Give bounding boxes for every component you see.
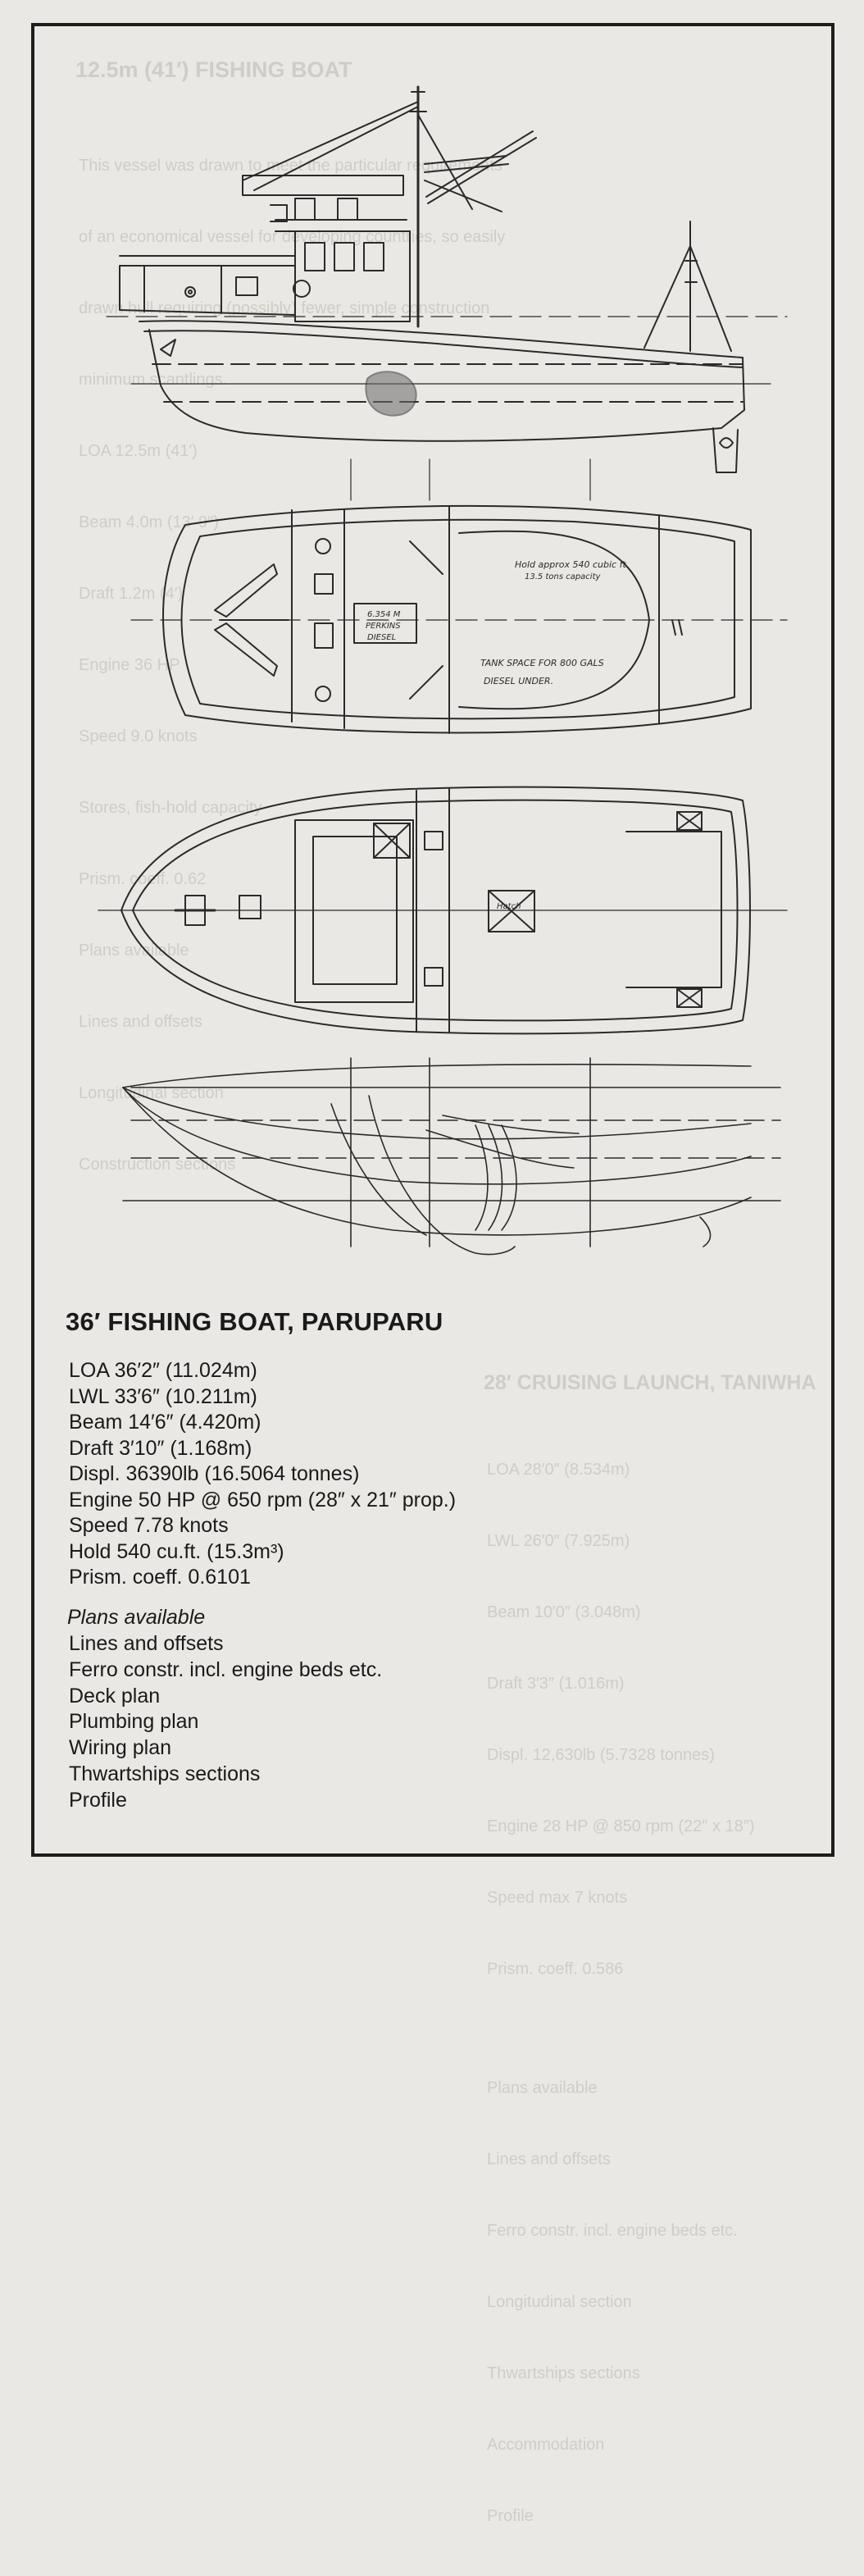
plan-notes xyxy=(366,559,626,686)
tank-note-2: DIESEL UNDER. xyxy=(484,676,554,686)
show-through-line: Plans available xyxy=(487,2079,598,2097)
show-through-line: Engine 28 HP @ 850 rpm (22″ x 18″) xyxy=(487,1817,755,1835)
show-through-line: minimum scantlings. xyxy=(79,371,228,389)
show-through-line: LOA 12.5m (41′) xyxy=(79,442,198,460)
show-through-line: Lines and offsets xyxy=(487,2150,611,2168)
plan-item: Ferro constr. incl. engine beds etc. xyxy=(69,1657,383,1681)
show-through-line: Stores, fish-hold capacity xyxy=(79,799,262,817)
show-through-line: Ferro constr. incl. engine beds etc. xyxy=(487,2222,738,2240)
show-through-line: Profile xyxy=(487,2507,534,2525)
spec-loa: LOA 36′2″ (11.024m) xyxy=(69,1359,257,1382)
plan-item: Lines and offsets xyxy=(69,1632,224,1655)
hatch-label: Hatch xyxy=(497,902,521,911)
spec-speed: Speed 7.78 knots xyxy=(69,1514,229,1537)
plan-item: Plumbing plan xyxy=(69,1710,199,1734)
show-through-line: drawn hull requiring (possibly) fewer, simple construction xyxy=(79,299,490,317)
show-through-line: Thwartships sections xyxy=(487,2364,640,2382)
hold-note-2: 13.5 tons capacity xyxy=(525,572,601,581)
plans-available-list xyxy=(69,1631,382,1814)
show-through-line: LWL 26′0″ (7.925m) xyxy=(487,1532,630,1550)
spec-hold: Hold 540 cu.ft. (15.3m³) xyxy=(69,1539,284,1563)
plans-available-heading: Plans available xyxy=(67,1606,206,1629)
plan-item: Wiring plan xyxy=(69,1736,172,1760)
plan-item: Profile xyxy=(69,1788,127,1812)
show-through-line: Prism. coeff. 0.586 xyxy=(487,1960,624,1978)
tank-note-1: TANK SPACE FOR 800 GALS xyxy=(480,658,604,668)
plan-item: Thwartships sections xyxy=(69,1762,261,1785)
spec-draft: Draft 3′10″ (1.168m) xyxy=(69,1436,252,1460)
accommodation-plan xyxy=(131,506,787,733)
show-through-line: Draft 1.2m (4′) xyxy=(79,585,184,603)
show-through-line: This vessel was drawn to meet the particular requirements xyxy=(79,157,502,175)
show-through-line: Accommodation xyxy=(487,2436,605,2454)
boat-drawings xyxy=(0,0,864,1279)
show-through-line: Draft 3′3″ (1.016m) xyxy=(487,1675,625,1693)
specifications-list xyxy=(69,1358,456,1591)
lines-plan xyxy=(123,1058,780,1255)
show-through-line: Displ. 12,630lb (5.7328 tonnes) xyxy=(487,1746,715,1764)
show-through-line: LOA 28′0″ (8.534m) xyxy=(487,1461,630,1479)
show-through-line: Speed max 7 knots xyxy=(487,1889,628,1907)
spec-engine: Engine 50 HP @ 650 rpm (28″ x 21″ prop.) xyxy=(69,1488,457,1511)
show-through-line: Plans available xyxy=(79,941,189,960)
show-through-line: Longitudinal section xyxy=(79,1084,224,1102)
show-through-line: Speed 9.0 knots xyxy=(79,727,198,745)
show-through-line: Longitudinal section xyxy=(487,2293,632,2311)
page-title: 36′ FISHING BOAT, PARUPARU xyxy=(66,1307,443,1336)
show-through-line: Engine 36 HP xyxy=(79,656,180,674)
show-through-line: Beam 4.0m (13′ 9″) xyxy=(79,513,219,531)
plan-item: Deck plan xyxy=(69,1684,161,1707)
spec-displacement: Displ. 36390lb (16.5064 tonnes) xyxy=(69,1462,360,1485)
show-through-line: Lines and offsets xyxy=(79,1013,202,1031)
show-through-line: Prism. coeff. 0.62 xyxy=(79,870,207,888)
engine-note-1: 6.354 M xyxy=(367,610,401,619)
show-through-line: Beam 10′0″ (3.048m) xyxy=(487,1603,641,1621)
engine-note-3: DIESEL xyxy=(367,633,397,642)
engine-note-2: PERKINS xyxy=(366,622,401,631)
show-through-line: Construction sections xyxy=(79,1156,236,1174)
show-through-line: of an economical vessel for developing countries, so easily xyxy=(79,228,506,246)
show-through-title-top: 12.5m (41′) FISHING BOAT xyxy=(75,57,352,82)
spec-beam: Beam 14′6″ (4.420m) xyxy=(69,1411,261,1434)
spec-prismatic-coefficient: Prism. coeff. 0.6101 xyxy=(69,1566,251,1589)
show-through-title-mid: 28′ CRUISING LAUNCH, TANIWHA xyxy=(484,1371,816,1394)
hold-note-1: Hold approx 540 cubic ft xyxy=(515,559,626,570)
spec-lwl: LWL 33′6″ (10.211m) xyxy=(69,1384,257,1408)
deck-plan xyxy=(98,787,787,1034)
profile-view xyxy=(107,87,787,500)
